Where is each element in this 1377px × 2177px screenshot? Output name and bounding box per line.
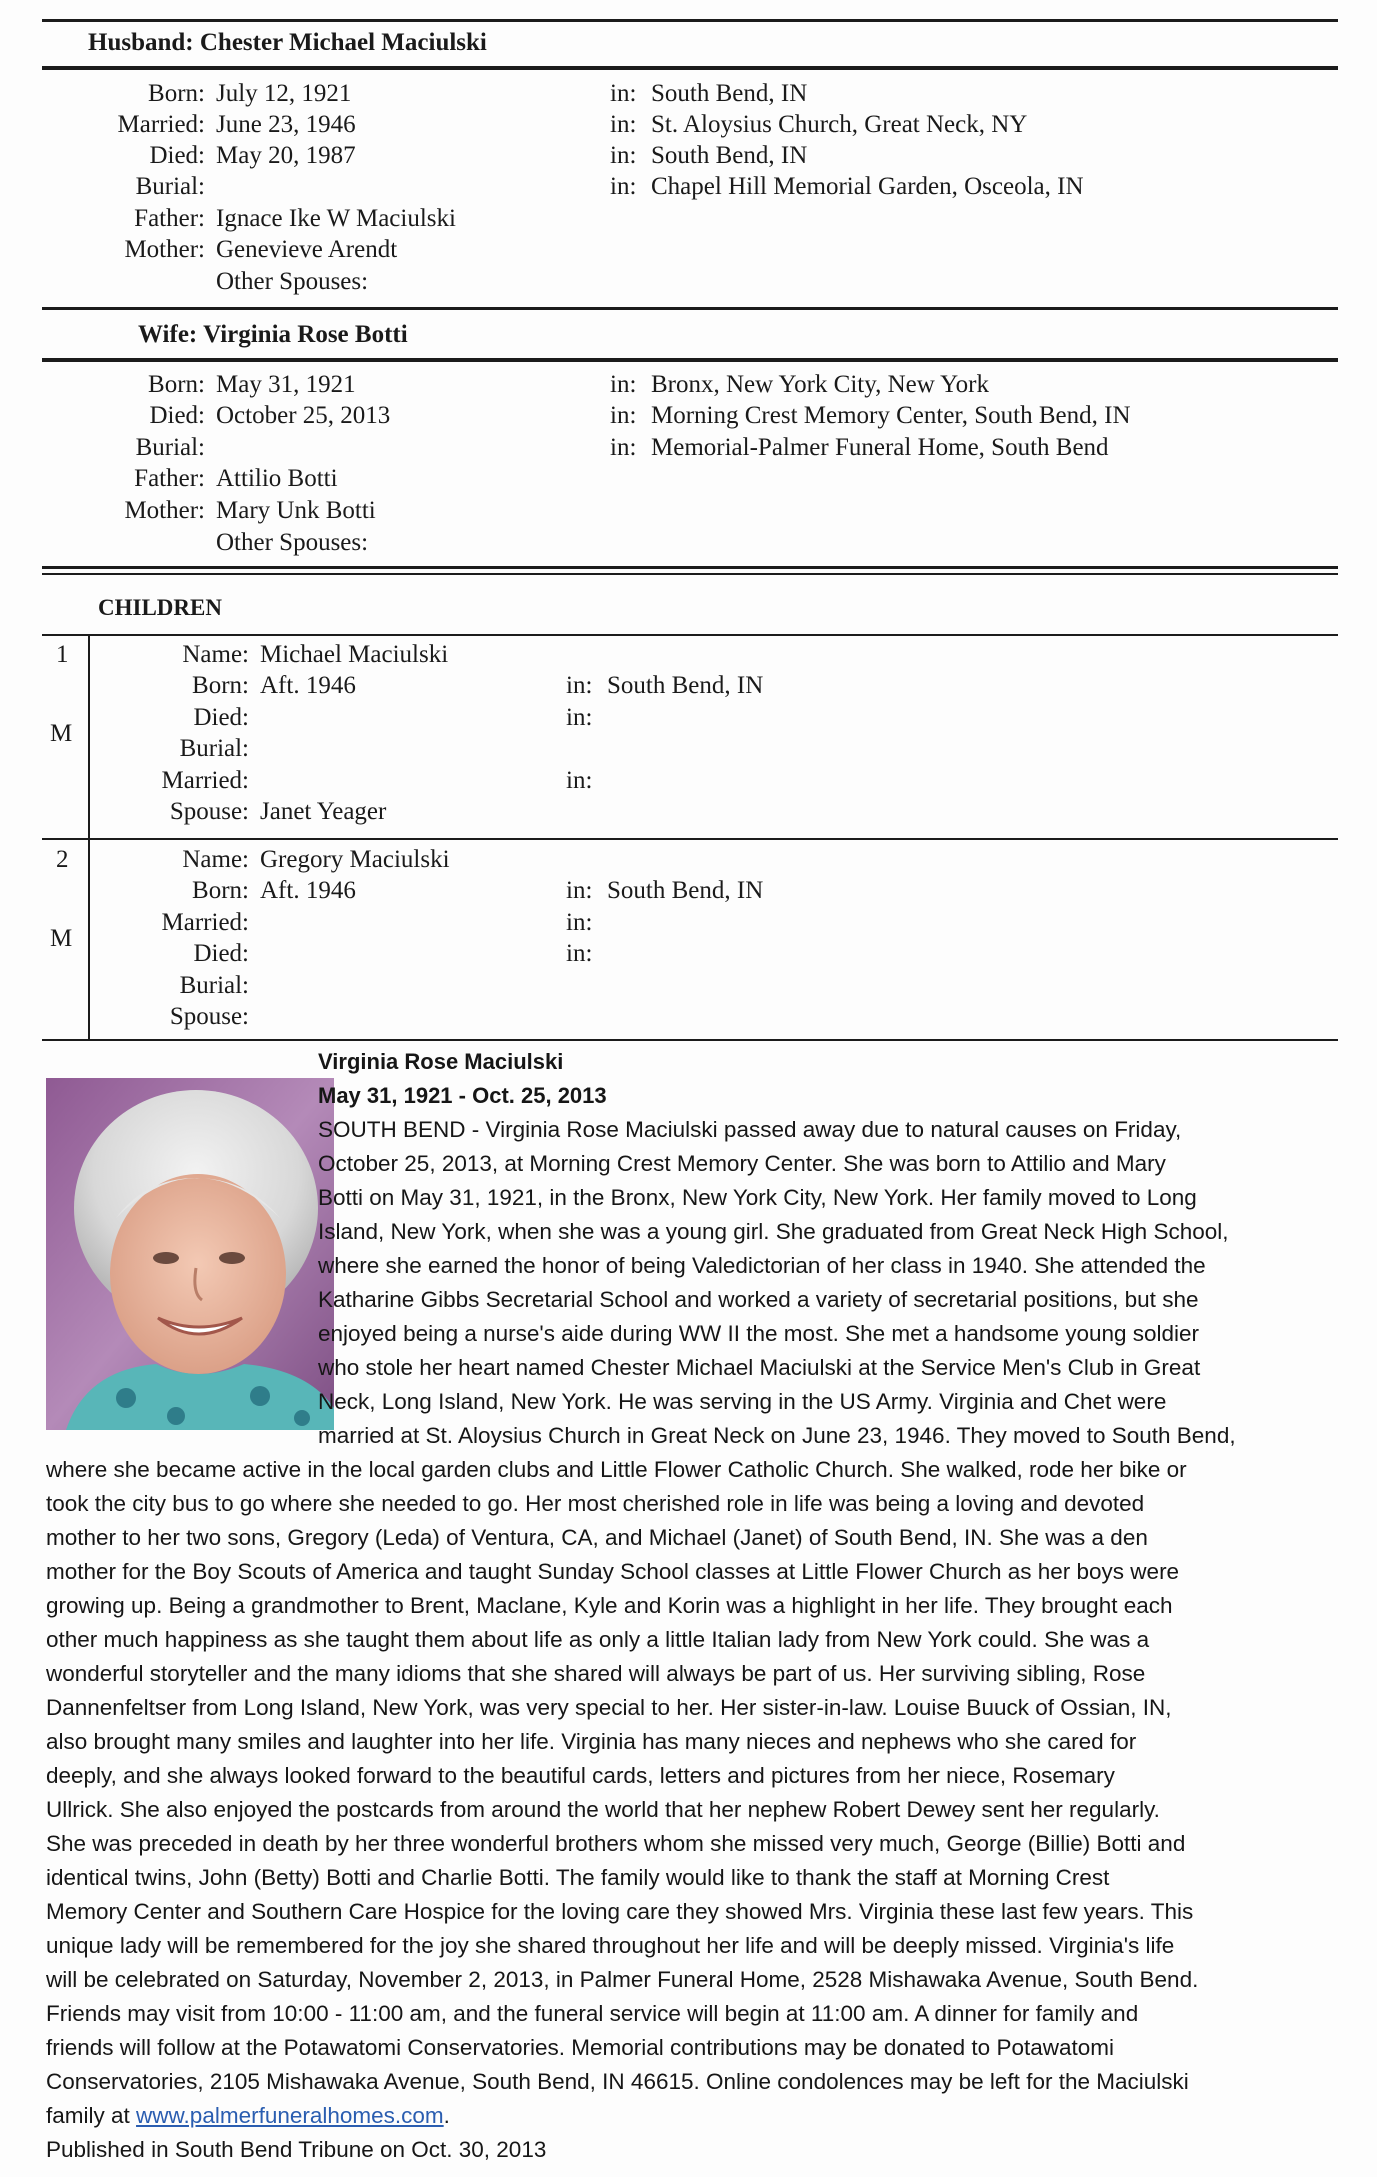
children-table-top [42, 634, 1338, 636]
child-1-born-date: Aft. 1946 [260, 672, 356, 699]
wife-burial-in: in: [610, 434, 637, 461]
obituary-line: Memory Center and Southern Care Hospice for the loving care they showed Mrs. Virginia these last few years. This [46, 1899, 1194, 1924]
child-1-spouse: Janet Yeager [260, 798, 387, 825]
child-2-died-label: Died: [193, 940, 249, 967]
obituary-portrait-photo [46, 1078, 334, 1430]
wife-born-label: Born: [148, 371, 205, 398]
husband-burial-place: Chapel Hill Memorial Garden, Osceola, IN [651, 173, 1084, 200]
wife-died-date: October 25, 2013 [216, 402, 391, 429]
obituary-line: Friends may visit from 10:00 - 11:00 am, and the funeral service will begin at 11:00 am. A dinner for family and [46, 2001, 1139, 2026]
children-table-bottom [42, 1039, 1338, 1041]
child-1-died-label: Died: [193, 704, 249, 731]
obituary-line: October 25, 2013, at Morning Crest Memory Center. She was born to Attilio and Mary [318, 1151, 1166, 1176]
husband-born-in: in: [610, 80, 637, 107]
wife-burial-label: Burial: [135, 434, 205, 461]
husband-died-label: Died: [149, 142, 205, 169]
wife-father: Attilio Botti [216, 465, 338, 492]
wife-born-date: May 31, 1921 [216, 371, 356, 398]
obituary-line: identical twins, John (Betty) Botti and Charlie Botti. The family would like to thank the staff at Morning Crest [46, 1865, 1110, 1890]
husband-married-place: St. Aloysius Church, Great Neck, NY [651, 111, 1028, 138]
husband-married-date: June 23, 1946 [216, 111, 356, 138]
child-2-burial-label: Burial: [179, 972, 249, 999]
obituary-line: enjoyed being a nurse's aide during WW II the most. She met a handsome young soldier [318, 1321, 1200, 1346]
child-row-divider [42, 838, 1338, 840]
wife-name: Virginia Rose Botti [203, 321, 408, 348]
husband-burial-label: Burial: [135, 173, 205, 200]
child-1-spouse-label: Spouse: [169, 798, 249, 825]
child-1-died-in: in: [566, 704, 593, 731]
child-2-born-label: Born: [192, 877, 249, 904]
obituary-last-line-prefix: family at [46, 2103, 130, 2128]
obituary-line: who stole her heart named Chester Michael Maciulski at the Service Men's Club in Great [318, 1355, 1201, 1380]
child-1-burial-label: Burial: [179, 735, 249, 762]
husband-married-in: in: [610, 111, 637, 138]
husband-mother: Genevieve Arendt [216, 236, 398, 263]
obituary-line: married at St. Aloysius Church in Great Neck on June 23, 1946. They moved to South Bend, [318, 1423, 1236, 1448]
wife-heading [138, 321, 408, 349]
obituary-line: mother to her two sons, Gregory (Leda) of Ventura, CA, and Michael (Janet) of South Bend, IN. She was a den [46, 1525, 1148, 1550]
child-1-born-in: in: [566, 672, 593, 699]
wife-mother-label: Mother: [124, 497, 205, 524]
child-2-born-place: South Bend, IN [607, 877, 764, 904]
obituary-line: wonderful storyteller and the many idioms that she shared will always be part of us. Her surviving sibling, Rose [46, 1661, 1146, 1686]
wife-born-place: Bronx, New York City, New York [651, 371, 990, 398]
wife-burial-place: Memorial-Palmer Funeral Home, South Bend [651, 434, 1109, 461]
children-top-rule-1 [42, 566, 1338, 569]
obituary-line: Botti on May 31, 1921, in the Bronx, New York City, New York. Her family moved to Long [318, 1185, 1197, 1210]
husband-burial-in: in: [610, 173, 637, 200]
child-1-name-label: Name: [182, 641, 249, 668]
obituary-line: will be celebrated on Saturday, November 2, 2013, in Palmer Funeral Home, 2528 Mishawaka Avenue, South Bend. [46, 1967, 1199, 1992]
child-2-married-label: Married: [161, 909, 249, 936]
child-2-born-date: Aft. 1946 [260, 877, 356, 904]
obituary-line: She was preceded in death by her three wonderful brothers whom she missed very much, George (Billie) Botti and [46, 1831, 1186, 1856]
husband-born-date: July 12, 1921 [216, 80, 352, 107]
wife-died-label: Died: [149, 402, 205, 429]
obituary-line: other much happiness as she taught them about life as only a little Italian lady from New York could. She was a [46, 1627, 1150, 1652]
obituary-line: unique lady will be remembered for the joy she shared throughout her life and will be deeply missed. Virginia's life [46, 1933, 1175, 1958]
obituary-line: mother for the Boy Scouts of America and taught Sunday School classes at Little Flower Church as her boys were [46, 1559, 1180, 1584]
child-1-born-place: South Bend, IN [607, 672, 764, 699]
obituary-line: Katharine Gibbs Secretarial School and worked a variety of secretarial positions, but she [318, 1287, 1199, 1312]
top-rule [42, 19, 1338, 22]
wife-mother: Mary Unk Botti [216, 497, 376, 524]
children-heading: CHILDREN [98, 595, 222, 620]
husband-born-place: South Bend, IN [651, 80, 808, 107]
child-2-died-in: in: [566, 940, 593, 967]
wife-died-place: Morning Crest Memory Center, South Bend, IN [651, 402, 1131, 429]
child-1-number: 1 [56, 641, 69, 668]
wife-rule [42, 358, 1338, 362]
child-1-sex: M [50, 720, 73, 747]
portrait-image [46, 1078, 334, 1430]
wife-died-in: in: [610, 402, 637, 429]
child-1-married-label: Married: [161, 767, 249, 794]
husband-other-spouses-label: Other Spouses: [216, 268, 369, 295]
obituary-line: deeply, and she always looked forward to the beautiful cards, letters and pictures from her niece, Rosemary [46, 1763, 1115, 1788]
obituary-line: Conservatories, 2105 Mishawaka Avenue, South Bend, IN 46615. Online condolences may be left for the Maciulski [46, 2069, 1189, 2094]
wife-heading-label: Wife: [138, 321, 198, 348]
husband-died-date: May 20, 1987 [216, 142, 356, 169]
children-column-divider [88, 634, 90, 1040]
wife-father-label: Father: [134, 465, 205, 492]
husband-died-in: in: [610, 142, 637, 169]
child-2-name: Gregory Maciulski [260, 846, 450, 873]
obituary-line: Ullrick. She also enjoyed the postcards from around the world that her nephew Robert Dewey sent her regularly. [46, 1797, 1160, 1822]
child-2-name-label: Name: [182, 846, 249, 873]
funeral-home-link[interactable]: www.palmerfuneralhomes.com [136, 2103, 444, 2128]
children-top-rule-2 [42, 573, 1338, 575]
obituary-line: took the city bus to go where she needed to go. Her most cherished role in life was being a loving and devoted [46, 1491, 1145, 1516]
wife-other-spouses-label: Other Spouses: [216, 529, 369, 556]
obituary-last-line [46, 2103, 450, 2129]
obituary-line: growing up. Being a grandmother to Brent, Maclane, Kyle and Korin was a highlight in her life. They brought each [46, 1593, 1173, 1618]
obituary-last-line-suffix: . [443, 2103, 450, 2128]
husband-rule [42, 66, 1338, 70]
child-2-married-in: in: [566, 909, 593, 936]
husband-father: Ignace Ike W Maciulski [216, 205, 456, 232]
wife-born-in: in: [610, 371, 637, 398]
obituary-line: Island, New York, when she was a young girl. She graduated from Great Neck High School, [318, 1219, 1229, 1244]
wife-top-rule [42, 307, 1338, 310]
obituary-line: SOUTH BEND - Virginia Rose Maciulski passed away due to natural causes on Friday, [318, 1117, 1182, 1142]
child-2-born-in: in: [566, 877, 593, 904]
child-1-born-label: Born: [192, 672, 249, 699]
husband-born-label: Born: [148, 80, 205, 107]
obituary-line: where she became active in the local garden clubs and Little Flower Catholic Church. She walked, rode her bike or [46, 1457, 1187, 1482]
obituary-line: also brought many smiles and laughter into her life. Virginia has many nieces and nephews who she cared for [46, 1729, 1137, 1754]
husband-heading-label: Husband: [88, 29, 194, 56]
husband-father-label: Father: [134, 205, 205, 232]
child-2-sex: M [50, 925, 73, 952]
child-1-married-in: in: [566, 767, 593, 794]
obituary-line: friends will follow at the Potawatomi Conservatories. Memorial contributions may be donated to Potawatomi [46, 2035, 1115, 2060]
husband-died-place: South Bend, IN [651, 142, 808, 169]
husband-name: Chester Michael Maciulski [199, 29, 487, 56]
husband-heading [88, 29, 487, 57]
published-note: Published in South Bend Tribune on Oct. 30, 2013 [46, 2137, 547, 2162]
child-2-spouse-label: Spouse: [169, 1003, 249, 1030]
obituary-line: Neck, Long Island, New York. He was serving in the US Army. Virginia and Chet were [318, 1389, 1167, 1414]
husband-mother-label: Mother: [124, 236, 205, 263]
obituary-dates: May 31, 1921 - Oct. 25, 2013 [318, 1083, 607, 1108]
child-2-number: 2 [56, 846, 69, 873]
obituary-line: where she earned the honor of being Valedictorian of her class in 1940. She attended the [318, 1253, 1206, 1278]
husband-married-label: Married: [117, 111, 205, 138]
obituary-name: Virginia Rose Maciulski [318, 1049, 564, 1074]
child-1-name: Michael Maciulski [260, 641, 449, 668]
obituary-line: Dannenfeltser from Long Island, New York, was very special to her. Her sister-in-law. Louise Buuck of Ossian, IN, [46, 1695, 1172, 1720]
